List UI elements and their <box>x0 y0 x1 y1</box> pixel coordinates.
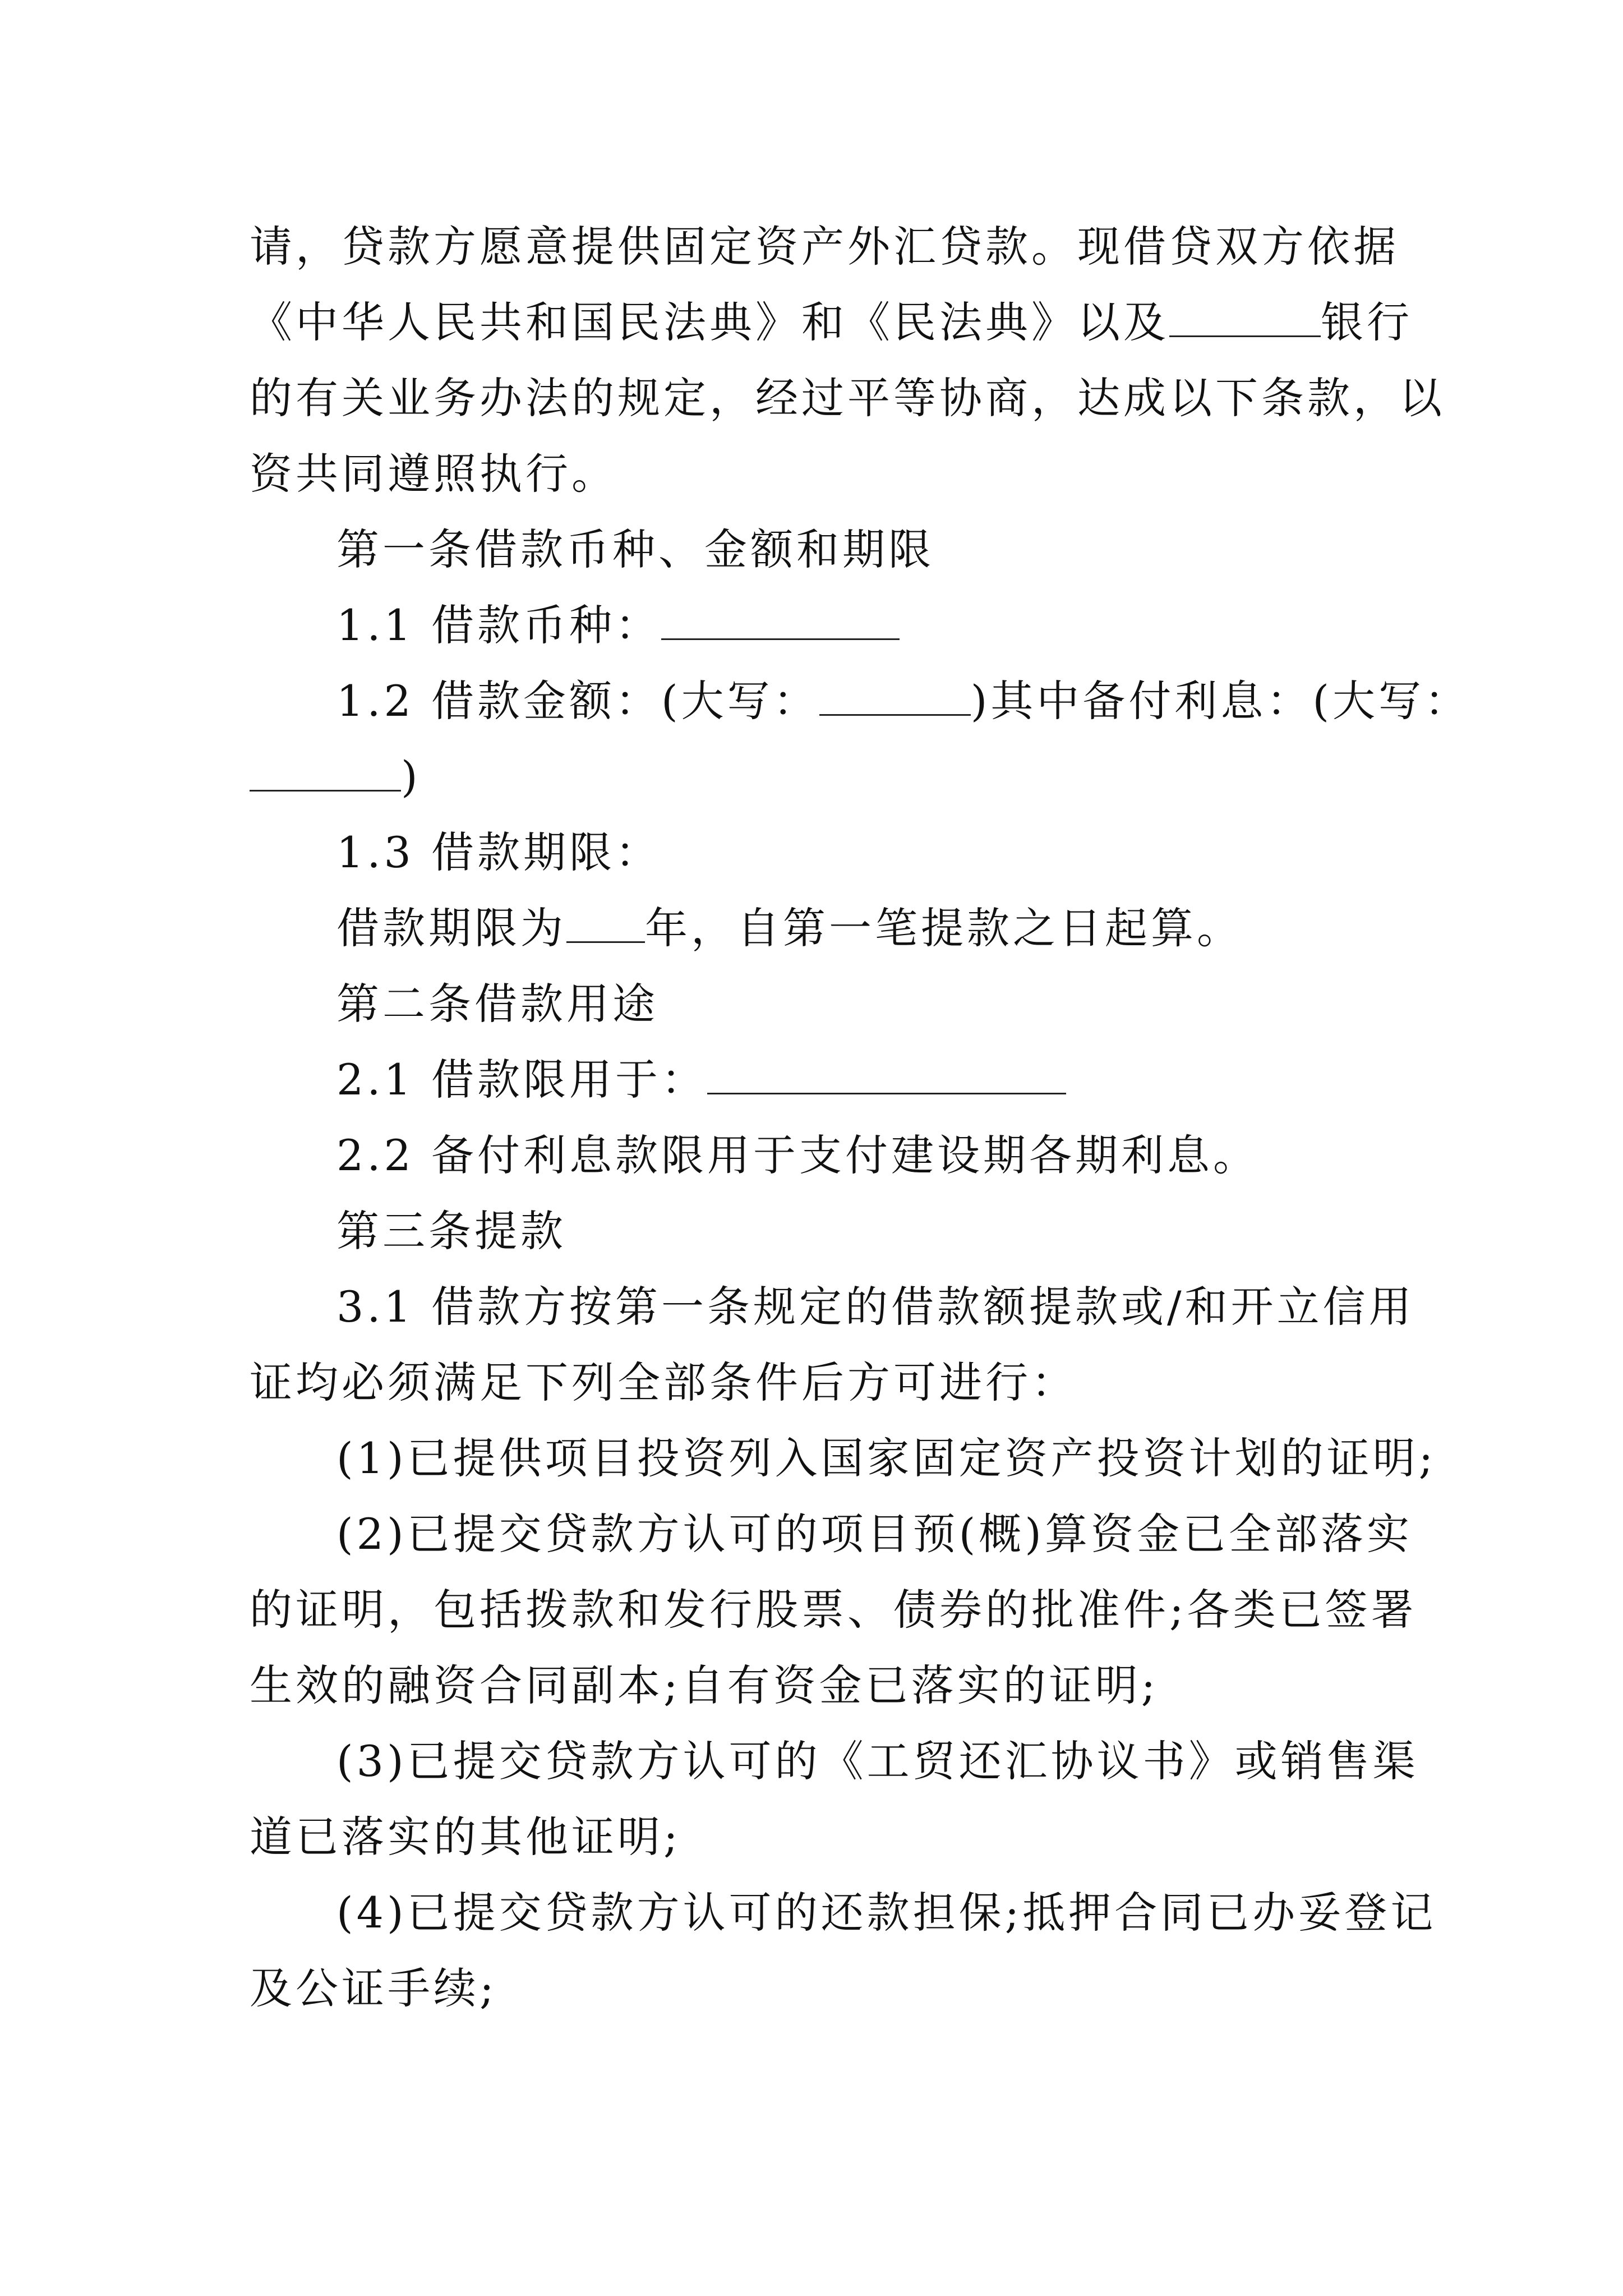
article-heading <box>336 522 1623 578</box>
text-line: (1)已提供项目投资列入国家固定资产投资计划的证明; <box>336 1433 1437 1483</box>
paragraph-line <box>250 446 1623 502</box>
heading-text: 第一条借款币种、金额和期限 <box>336 524 934 574</box>
blank-years <box>566 902 645 943</box>
blank-purpose <box>707 1053 1066 1094</box>
condition-item <box>250 1658 1623 1714</box>
clause-line <box>336 825 1623 881</box>
text-segment: 《中华人民共和国民法典》和《民法典》以及 <box>250 297 1169 347</box>
condition-item <box>250 1809 1623 1865</box>
text-segment: 1.2 借款金额：(大写： <box>336 676 819 726</box>
text-segment: 年，自第一笔提款之日起算。 <box>645 903 1243 953</box>
text-line: 资共同遵照执行。 <box>250 449 617 499</box>
text-line: (2)已提交贷款方认可的项目预(概)算资金已全部落实 <box>336 1509 1413 1559</box>
clause-line <box>336 673 1623 729</box>
clause-line <box>336 900 1623 956</box>
paragraph-line <box>250 370 1623 426</box>
condition-item <box>250 1582 1623 1638</box>
text-line: (3)已提交贷款方认可的《工贸还汇协议书》或销售渠 <box>336 1736 1419 1786</box>
text-line: 及公证手续; <box>250 1963 497 2013</box>
condition-item <box>336 1506 1623 1562</box>
text-segment: )其中备付利息：(大写： <box>970 676 1470 726</box>
blank-bank-name <box>1169 296 1321 337</box>
text-line: 请，贷款方愿意提供固定资产外汇贷款。现借贷双方依据 <box>250 222 1399 272</box>
clause-line <box>336 597 1623 654</box>
paragraph-line <box>250 295 1623 351</box>
article-heading <box>336 976 1623 1032</box>
clause-line <box>336 1128 1623 1184</box>
paragraph-line <box>250 219 1623 275</box>
text-line: 的有关业务办法的规定，经过平等协商，达成以下条款，以 <box>250 373 1445 423</box>
text-line: 道已落实的其他证明; <box>250 1812 681 1862</box>
blank-amount <box>819 675 971 716</box>
clause-line <box>336 1279 1623 1335</box>
clause-line <box>250 1355 1623 1411</box>
blank-interest-amount <box>250 751 401 792</box>
text-line: 3.1 借款方按第一条规定的借款额提款或/和开立信用 <box>336 1282 1415 1332</box>
blank-currency <box>661 599 900 640</box>
text-segment: 银行 <box>1321 297 1413 347</box>
condition-item <box>336 1430 1623 1487</box>
text-line: 2.2 备付利息款限用于支付建设期各期利息。 <box>336 1130 1260 1180</box>
clause-line <box>336 1052 1623 1108</box>
text-line: 证均必须满足下列全部条件后方可进行： <box>250 1358 1077 1407</box>
text-segment: ) <box>401 752 421 802</box>
text-line: (4)已提交贷款方认可的还款担保;抵押合同已办妥登记 <box>336 1888 1437 1938</box>
article-heading <box>336 1203 1623 1259</box>
text-line: 的证明，包括拨款和发行股票、债券的批准件;各类已签署 <box>250 1585 1417 1635</box>
clause-line <box>250 749 1623 805</box>
text-line: 1.3 借款期限： <box>336 827 662 877</box>
text-segment: 2.1 借款限用于： <box>336 1055 708 1105</box>
condition-item <box>336 1733 1623 1789</box>
heading-text: 第三条提款 <box>336 1206 566 1256</box>
condition-item <box>250 1961 1623 2017</box>
text-segment: 1.1 借款币种： <box>336 600 662 650</box>
text-line: 生效的融资合同副本;自有资金已落实的证明; <box>250 1660 1159 1710</box>
condition-item <box>336 1885 1623 1941</box>
heading-text: 第二条借款用途 <box>336 979 658 1029</box>
text-segment: 借款期限为 <box>336 903 566 953</box>
